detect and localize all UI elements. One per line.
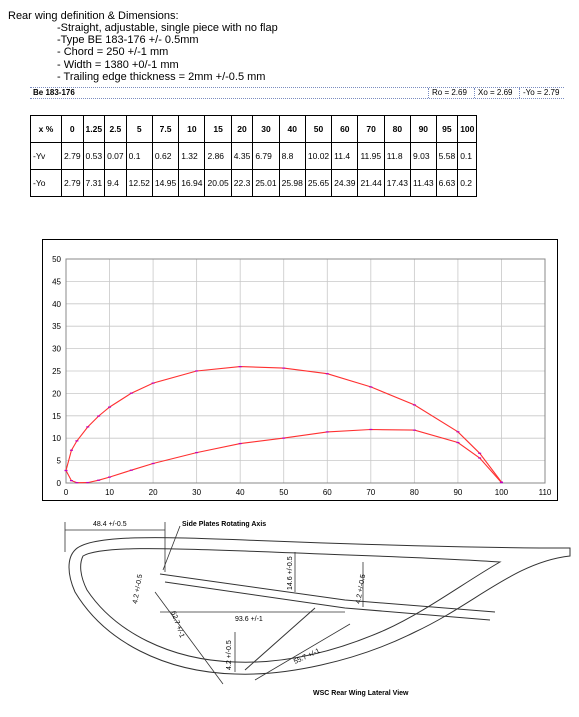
x-tick-label: 110 bbox=[538, 488, 552, 497]
x-tick-label: 40 bbox=[235, 488, 245, 497]
table-cell: 0.07 bbox=[105, 143, 127, 170]
header-cell: 10 bbox=[179, 116, 205, 143]
header-cell: 80 bbox=[384, 116, 410, 143]
header-cell: 5 bbox=[126, 116, 152, 143]
header-cell: 60 bbox=[332, 116, 358, 143]
table-row bbox=[31, 143, 477, 170]
spar-lower bbox=[165, 582, 490, 620]
profile-bar bbox=[30, 87, 564, 99]
y-tick-label: 30 bbox=[52, 344, 61, 354]
table-cell: 0.53 bbox=[83, 143, 105, 170]
header-cell: 100 bbox=[458, 116, 477, 143]
table-cell: 6.79 bbox=[253, 143, 279, 170]
table-cell: 25.65 bbox=[305, 170, 331, 197]
table-cell: 25.98 bbox=[279, 170, 305, 197]
spec-list bbox=[57, 22, 278, 83]
spec-item: - Chord = 250 +/-1 mm bbox=[57, 46, 169, 59]
drawing-caption: WSC Rear Wing Lateral View bbox=[313, 690, 409, 697]
table-cell: 11.95 bbox=[358, 143, 384, 170]
table-cell: 5.58 bbox=[436, 143, 458, 170]
table-cell: 17.43 bbox=[384, 170, 410, 197]
axis-leader bbox=[163, 526, 180, 570]
x-tick-label: 0 bbox=[63, 488, 69, 497]
dim-diag-left-label: 62.7 +/-1 bbox=[169, 610, 186, 639]
x-tick-label: 70 bbox=[366, 488, 376, 497]
header-cell: 70 bbox=[358, 116, 384, 143]
table-cell: 25.01 bbox=[253, 170, 279, 197]
airfoil-profile-chart bbox=[42, 239, 558, 501]
y-tick-label: 45 bbox=[52, 277, 61, 287]
header-cell: 1.25 bbox=[83, 116, 105, 143]
table-cell: 22.3 bbox=[231, 170, 253, 197]
table-cell: 2.86 bbox=[205, 143, 231, 170]
table-cell: 0.62 bbox=[152, 143, 178, 170]
dim-right-small-label: 4.2 +/-0.5 bbox=[355, 573, 368, 605]
header-cell: 40 bbox=[279, 116, 305, 143]
table-cell: 0.1 bbox=[458, 143, 477, 170]
yo-value: -Yo = 2.79 bbox=[519, 88, 559, 98]
x-tick-label: 90 bbox=[453, 488, 463, 497]
header-cell: 15 bbox=[205, 116, 231, 143]
header-cell: 2.5 bbox=[105, 116, 127, 143]
dim-lower-label: 4.2 +/-0.5 bbox=[226, 640, 233, 670]
table-cell: 12.52 bbox=[126, 170, 152, 197]
table-cell: 11.8 bbox=[384, 143, 410, 170]
spec-item: -Type BE 183-176 +/- 0.5mm bbox=[57, 34, 199, 47]
dim-diag-right-line bbox=[255, 624, 350, 680]
table-cell: 11.43 bbox=[411, 170, 437, 197]
y-tick-label: 35 bbox=[52, 322, 61, 332]
dim-center-small-label: 14.6 +/-0.5 bbox=[287, 556, 294, 590]
header-cell: 90 bbox=[411, 116, 437, 143]
table-cell: 0.1 bbox=[126, 143, 152, 170]
y-tick-label: 15 bbox=[52, 411, 61, 421]
header-cell: 95 bbox=[436, 116, 458, 143]
spar-upper bbox=[160, 574, 495, 612]
dim-top-label: 48.4 +/-0.5 bbox=[93, 521, 127, 528]
wing-lateral-view-drawing bbox=[45, 512, 575, 712]
header-cell: x % bbox=[31, 116, 62, 143]
y-tick-label: 50 bbox=[52, 255, 61, 264]
row-label: -Yv bbox=[31, 143, 62, 170]
spec-item: - Trailing edge thickness = 2mm +/-0.5 mm bbox=[57, 70, 266, 83]
row-label: -Yo bbox=[31, 170, 62, 197]
table-header-row bbox=[31, 116, 477, 143]
table-cell: 16.94 bbox=[179, 170, 205, 197]
y-tick-label: 10 bbox=[52, 434, 61, 444]
table-cell: 2.79 bbox=[62, 170, 84, 197]
axis-label: Side Plates Rotating Axis bbox=[182, 521, 267, 528]
y-tick-label: 5 bbox=[56, 456, 61, 466]
dim-diag-right-label: 55.7 +/-1 bbox=[292, 647, 322, 666]
table-cell: 4.35 bbox=[231, 143, 253, 170]
dim-mid-label: 93.6 +/-1 bbox=[235, 616, 263, 623]
table-cell: 24.39 bbox=[332, 170, 358, 197]
page-title: Rear wing definition & Dimensions: bbox=[8, 10, 179, 22]
header-cell: 50 bbox=[305, 116, 331, 143]
x-tick-label: 30 bbox=[192, 488, 202, 497]
dim-left-small-label: 4.2 +/-0.5 bbox=[132, 573, 145, 605]
table-cell: 2.79 bbox=[62, 143, 84, 170]
table-cell: 8.8 bbox=[279, 143, 305, 170]
header-cell: 20 bbox=[231, 116, 253, 143]
y-tick-label: 20 bbox=[52, 389, 61, 399]
profile-name: Be 183-176 bbox=[33, 88, 75, 97]
y-tick-label: 25 bbox=[52, 367, 61, 376]
x-tick-label: 60 bbox=[322, 488, 332, 497]
spec-item: -Straight, adjustable, single piece with no flap bbox=[57, 22, 278, 34]
x-tick-label: 100 bbox=[494, 488, 509, 497]
table-cell: 9.4 bbox=[105, 170, 127, 197]
x-tick-label: 20 bbox=[148, 488, 158, 497]
table-cell: 10.02 bbox=[305, 143, 331, 170]
table-cell: 20.05 bbox=[205, 170, 231, 197]
x-tick-label: 80 bbox=[409, 488, 419, 497]
table-cell: 1.32 bbox=[179, 143, 205, 170]
xo-value: Xo = 2.69 bbox=[474, 88, 512, 98]
y-tick-label: 40 bbox=[52, 299, 61, 309]
table-cell: 0.2 bbox=[458, 170, 477, 197]
header-cell: 0 bbox=[62, 116, 84, 143]
table-cell: 11.4 bbox=[332, 143, 358, 170]
ro-value: Ro = 2.69 bbox=[428, 88, 467, 98]
y-tick-label: 0 bbox=[56, 479, 61, 488]
table-cell: 7.31 bbox=[83, 170, 105, 197]
x-tick-label: 10 bbox=[105, 488, 114, 497]
coordinates-table bbox=[30, 115, 477, 197]
header-cell: 30 bbox=[253, 116, 279, 143]
table-cell: 14.95 bbox=[152, 170, 178, 197]
spec-item: - Width = 1380 +0/-1 mm bbox=[57, 58, 179, 71]
table-cell: 6.63 bbox=[436, 170, 458, 197]
table-row bbox=[31, 170, 477, 197]
header-cell: 7.5 bbox=[152, 116, 178, 143]
dim-diag-left-line bbox=[155, 592, 223, 684]
table-cell: 9.03 bbox=[411, 143, 437, 170]
x-tick-label: 50 bbox=[279, 488, 289, 497]
table-cell: 21.44 bbox=[358, 170, 384, 197]
